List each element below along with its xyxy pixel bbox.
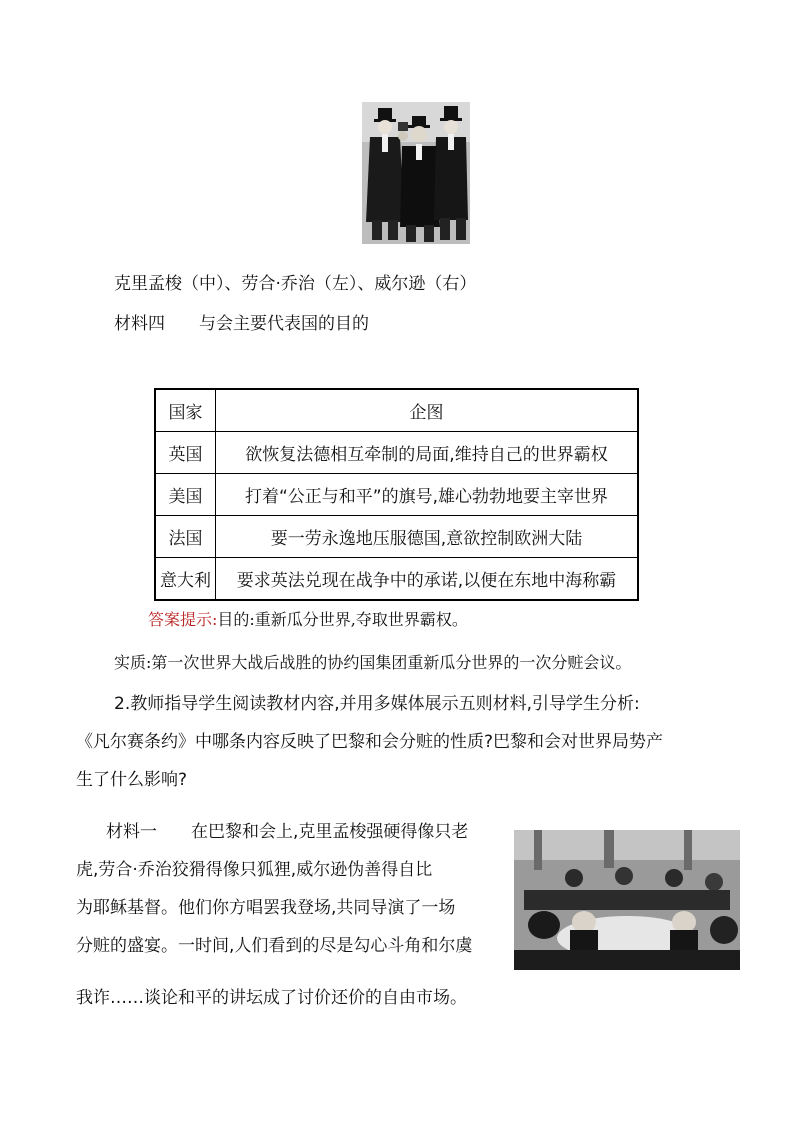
header-country: 国家	[155, 389, 216, 432]
table-row	[155, 516, 638, 558]
essence-text: 实质:第一次世界大战后战胜的协约国集团重新瓜分世界的一次分赃会议。	[114, 653, 632, 672]
material-one-line: 分赃的盛宴。一时间,人们看到的尽是勾心斗角和尔虞	[76, 936, 473, 956]
material-four-title: 材料四 与会主要代表国的目的	[114, 314, 369, 334]
country-cell: 法国	[155, 516, 216, 558]
aim-cell: 打着“公正与和平”的旗号,雄心勃勃地要主宰世界	[216, 474, 639, 516]
material-one-line: 材料一 在巴黎和会上,克里孟梭强硬得像只老	[106, 822, 469, 842]
paragraph-line: 2.教师指导学生阅读教材内容,并用多媒体展示五则材料,引导学生分析:	[114, 694, 640, 714]
material-one-line: 虎,劳合·乔治狡猾得像只狐狸,威尔逊伪善得自比	[76, 860, 433, 880]
conference-photo	[514, 830, 740, 970]
material-one-line: 为耶稣基督。他们你方唱罢我登场,共同导演了一场	[76, 898, 456, 918]
aim-cell: 要一劳永逸地压服德国,意欲控制欧洲大陆	[216, 516, 639, 558]
table-header-row	[155, 389, 638, 432]
country-cell: 英国	[155, 432, 216, 474]
paragraph-line: 《凡尔赛条约》中哪条内容反映了巴黎和会分赃的性质?巴黎和会对世界局势产	[76, 732, 664, 752]
answer-text: 目的:重新瓜分世界,夺取世界霸权。	[217, 610, 468, 629]
answer-hint	[148, 608, 468, 632]
statesmen-photo	[362, 102, 470, 244]
paragraph-line: 生了什么影响?	[76, 770, 188, 790]
aims-table	[154, 388, 639, 601]
header-aim: 企图	[216, 389, 639, 432]
photo-caption: 克里孟梭（中）、劳合·乔治（左）、威尔逊（右）	[114, 274, 477, 294]
country-cell: 意大利	[155, 558, 216, 601]
table-row	[155, 558, 638, 601]
material-one-line: 我诈……谈论和平的讲坛成了讨价还价的自由市场。	[76, 988, 467, 1008]
table-row	[155, 474, 638, 516]
aim-cell: 欲恢复法德相互牵制的局面,维持自己的世界霸权	[216, 432, 639, 474]
table-row	[155, 432, 638, 474]
country-cell: 美国	[155, 474, 216, 516]
aim-cell: 要求英法兑现在战争中的承诺,以便在东地中海称霸	[216, 558, 639, 601]
answer-label: 答案提示:	[148, 610, 218, 629]
